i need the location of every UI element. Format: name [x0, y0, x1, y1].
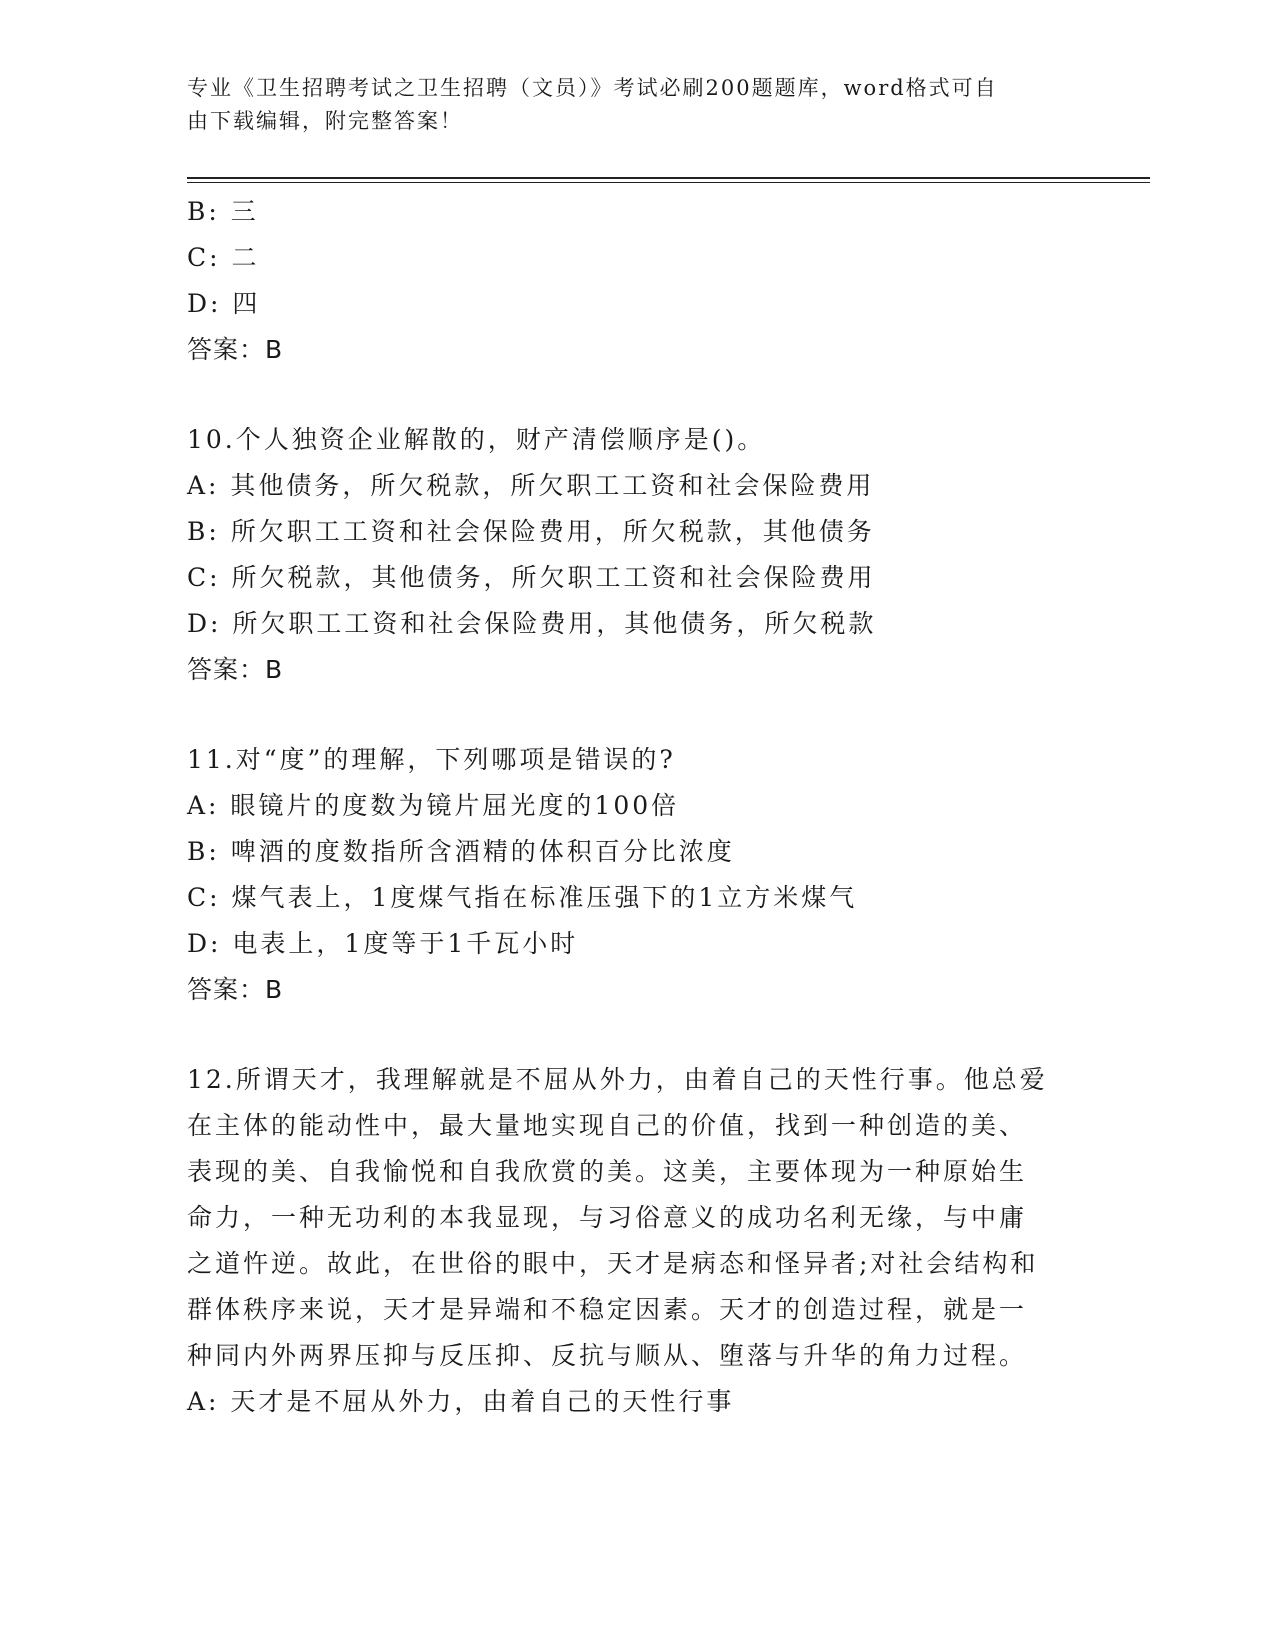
question-stem-line: 群体秩序来说，天才是异端和不稳定因素。天才的创造过程，就是一	[187, 1295, 1028, 1324]
question-11-block	[187, 737, 1087, 1013]
option-c: C: 所欠税款，其他债务，所欠职工工资和社会保险费用	[187, 563, 876, 592]
option-a: A: 其他债务，所欠税款，所欠职工工资和社会保险费用	[187, 471, 875, 500]
option-a: A: 天才是不屈从外力，由着自己的天性行事	[187, 1387, 735, 1416]
option-b: B: 啤酒的度数指所含酒精的体积百分比浓度	[187, 837, 735, 866]
option-d: D: 所欠职工工资和社会保险费用，其他债务，所欠税款	[187, 609, 877, 638]
option-d: D: 四	[187, 289, 261, 318]
question-stem-line: 12.所谓天才，我理解就是不屈从外力，由着自己的天性行事。他总爱	[187, 1065, 1048, 1094]
question-stem-line: 种同内外两界压抑与反压抑、反抗与顺从、堕落与升华的角力过程。	[187, 1341, 1028, 1370]
document-header	[187, 72, 1067, 138]
question-stem-line: 表现的美、自我愉悦和自我欣赏的美。这美，主要体现为一种原始生	[187, 1157, 1028, 1186]
answer-line: 答案：B	[187, 655, 284, 684]
question-stem: 10.个人独资企业解散的，财产清偿顺序是()。	[187, 425, 766, 454]
answer-line: 答案：B	[187, 335, 284, 364]
answer-line: 答案：B	[187, 975, 284, 1004]
question-stem: 11.对“度”的理解，下列哪项是错误的?	[187, 745, 676, 774]
question-content	[187, 189, 1087, 1425]
previous-question-block	[187, 189, 1087, 373]
question-10-block	[187, 417, 1087, 693]
header-title-line-2: 由下载编辑，附完整答案！	[187, 109, 463, 133]
question-stem-line: 在主体的能动性中，最大量地实现自己的价值，找到一种创造的美、	[187, 1111, 1028, 1140]
option-c: C: 煤气表上，1度煤气指在标准压强下的1立方米煤气	[187, 883, 858, 912]
header-divider-thick	[187, 177, 1150, 179]
option-b: B: 所欠职工工资和社会保险费用，所欠税款，其他债务	[187, 517, 875, 546]
header-divider-thin	[187, 182, 1150, 183]
header-title-line-1: 专业《卫生招聘考试之卫生招聘（文员）》考试必刷200题题库，word格式可自	[187, 76, 998, 100]
question-stem-line: 之道忤逆。故此，在世俗的眼中，天才是病态和怪异者;对社会结构和	[187, 1249, 1039, 1278]
option-d: D: 电表上，1度等于1千瓦小时	[187, 929, 579, 958]
option-a: A: 眼镜片的度数为镜片屈光度的100倍	[187, 791, 680, 820]
option-b: B: 三	[187, 197, 259, 226]
option-c: C: 二	[187, 243, 260, 272]
question-12-block	[187, 1057, 1087, 1425]
question-stem-line: 命力，一种无功利的本我显现，与习俗意义的成功名利无缘，与中庸	[187, 1203, 1028, 1232]
